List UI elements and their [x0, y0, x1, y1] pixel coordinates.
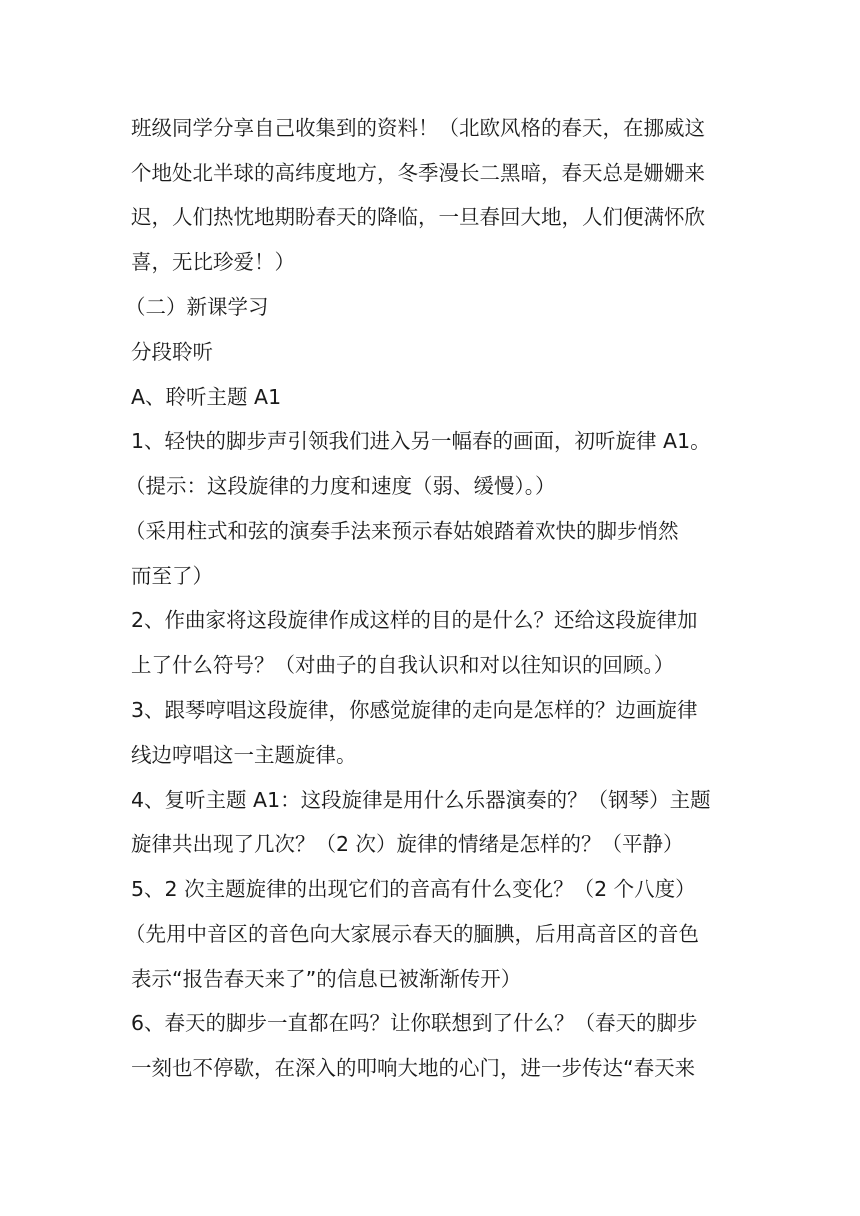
text-line: 班级同学分享自己收集到的资料！（北欧风格的春天，在挪威这: [131, 116, 705, 140]
text-line: （先用中音区的音色向大家展示春天的腼腆，后用高音区的音色: [125, 922, 699, 946]
text-line: 而至了）: [131, 564, 213, 588]
text-line: 旋律共出现了几次？（2 次）旋律的情绪是怎样的？（平静）: [131, 832, 684, 856]
subsection-heading: A、聆听主题 A1: [131, 385, 282, 409]
text-line: 1、轻快的脚步声引领我们进入另一幅春的画面，初听旋律 A1。: [131, 429, 711, 453]
text-line: （提示：这段旋律的力度和速度（弱、缓慢）。）: [125, 474, 556, 498]
text-line: 2、作曲家将这段旋律作成这样的目的是什么？还给这段旋律加: [131, 608, 698, 632]
text-line: 迟，人们热忱地期盼春天的降临，一旦春回大地，人们便满怀欣: [131, 205, 705, 229]
text-line: 一刻也不停歇，在深入的叩响大地的心门，进一步传达“春天来: [131, 1056, 696, 1080]
text-line: 个地处北半球的高纬度地方，冬季漫长二黑暗，春天总是姗姗来: [131, 161, 705, 185]
text-line: （采用柱式和弦的演奏手法来预示春姑娘踏着欢快的脚步悄然: [125, 519, 679, 543]
section-heading: （二）新课学习: [125, 295, 269, 319]
text-line: 6、春天的脚步一直都在吗？让你联想到了什么？（春天的脚步: [131, 1011, 698, 1035]
text-line: 线边哼唱这一主题旋律。: [131, 743, 357, 767]
subsection-heading: 分段聆听: [131, 340, 213, 364]
text-line: 4、复听主题 A1：这段旋律是用什么乐器演奏的？（钢琴）主题: [131, 788, 711, 812]
text-line: 5、2 次主题旋律的出现它们的音高有什么变化？（2 个八度）: [131, 877, 696, 901]
text-line: 喜，无比珍爱！）: [131, 250, 295, 274]
text-line: 3、跟琴哼唱这段旋律，你感觉旋律的走向是怎样的？边画旋律: [131, 698, 698, 722]
text-line: 表示“报告春天来了”的信息已被渐渐传开）: [131, 967, 522, 991]
text-line: 上了什么符号？（对曲子的自我认识和对以往知识的回顾。）: [131, 653, 675, 677]
